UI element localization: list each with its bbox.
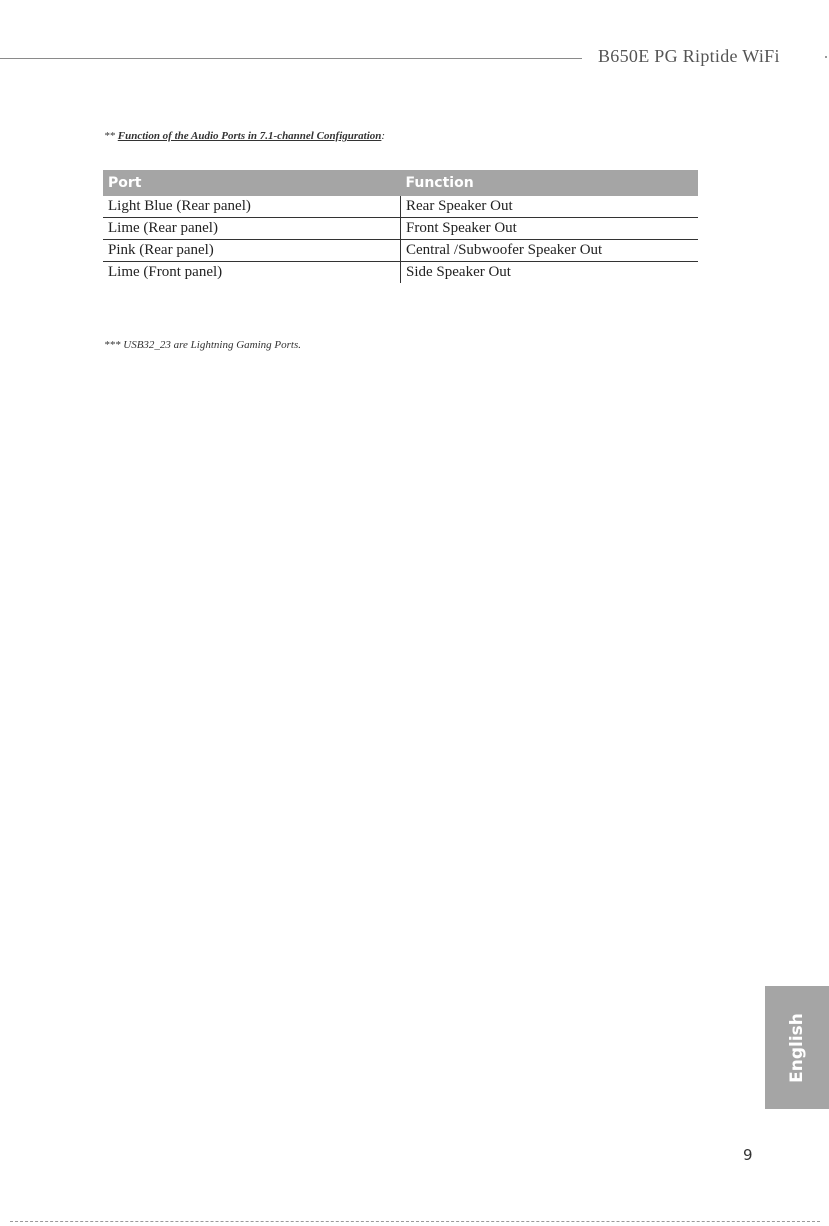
port-cell: Light Blue (Rear panel) — [103, 196, 401, 218]
footer-rule — [10, 1221, 820, 1222]
port-cell: Pink (Rear panel) — [103, 240, 401, 262]
function-cell: Front Speaker Out — [401, 218, 699, 240]
function-cell: Side Speaker Out — [406, 264, 511, 280]
table-row — [103, 218, 698, 240]
language-tab — [765, 986, 829, 1109]
page-number: 9 — [743, 1146, 753, 1164]
audio-ports-table — [103, 170, 698, 283]
note-suffix: : — [381, 130, 386, 142]
document-title: B650E PG Riptide WiFi — [598, 46, 780, 66]
table-row — [103, 262, 698, 284]
table-header-row — [103, 170, 698, 196]
header-rule — [0, 58, 582, 59]
audio-ports-note — [104, 130, 385, 142]
port-cell: Lime (Front panel) — [103, 262, 401, 284]
table-row — [103, 240, 698, 262]
header-port: Port — [103, 170, 401, 196]
header-dot — [825, 56, 827, 58]
function-cell: Central /Subwoofer Speaker Out — [401, 240, 699, 262]
header-function: Function — [401, 170, 699, 196]
function-cell: Rear Speaker Out — [401, 196, 699, 218]
table-row — [103, 196, 698, 218]
note-prefix: ** — [104, 130, 118, 142]
language-tab-label: English — [787, 1012, 807, 1083]
port-cell: Lime (Rear panel) — [103, 218, 401, 240]
usb-note: *** USB32_23 are Lightning Gaming Ports. — [104, 339, 301, 351]
note-title: Function of the Audio Ports in 7.1-channel Configuration — [117, 130, 382, 142]
